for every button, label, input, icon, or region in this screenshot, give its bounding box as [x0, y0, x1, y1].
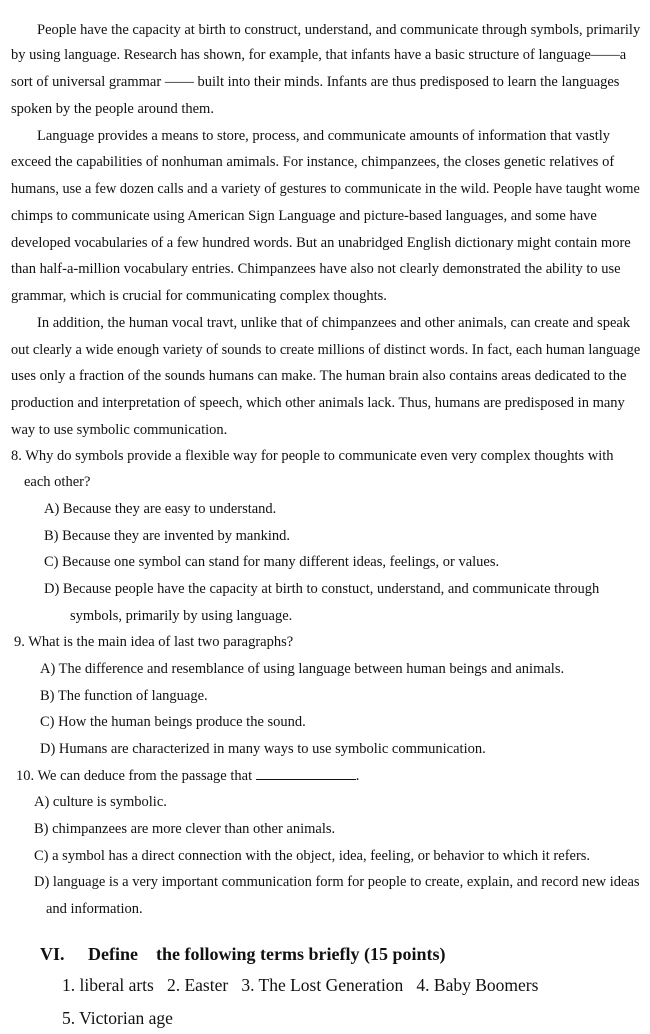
- question-stem: 9. What is the main idea of last two paragraphs?: [14, 634, 294, 650]
- option-b: B) Because they are invented by mankind.: [44, 528, 291, 544]
- option-c: C) Because one symbol can stand for many different ideas, feelings, or values.: [44, 554, 500, 570]
- option-d-continued: and information.: [46, 901, 143, 917]
- question-stem-text: 10. We can deduce from the passage that: [16, 768, 253, 784]
- passage-line: way to use symbolic communication.: [11, 422, 228, 438]
- option-a: A) The difference and resemblance of using language between human beings and animals.: [40, 661, 565, 677]
- option-a: A) culture is symbolic.: [34, 794, 167, 810]
- passage-line: humans, use a few dozen calls and a variety of gestures to communicate in the wild. People have taught wome: [11, 181, 640, 197]
- question-stem: [16, 765, 359, 786]
- passage-line: exceed the capabilities of nonhuman amimals. For instance, chimpanzees, the closes genetic relatives of: [11, 154, 615, 170]
- option-c: C) a symbol has a direct connection with the object, idea, feeling, or behavior to which it refers.: [34, 848, 591, 864]
- terms-line: 1. liberal arts 2. Easter 3. The Lost Generation 4. Baby Boomers: [62, 975, 539, 995]
- option-b: B) The function of language.: [40, 688, 208, 704]
- passage-line: People have the capacity at birth to construct, understand, and communicate through symbols, primarily: [37, 22, 641, 38]
- passage-line: developed vocabularies of a few hundred words. But an unabridged English dictionary might contain more: [11, 235, 631, 251]
- passage-line: Language provides a means to store, process, and communicate amounts of information that vastly: [37, 128, 610, 144]
- section-heading: [40, 944, 445, 965]
- option-b: B) chimpanzees are more clever than other animals.: [34, 821, 336, 837]
- passage-line: sort of universal grammar —— built into their minds. Infants are thus predisposed to learn the languages: [11, 74, 620, 90]
- passage-line: spoken by the people around them.: [11, 101, 214, 117]
- passage-line: chimps to communicate using American Sign Language and picture-based languages, and some have: [11, 208, 597, 224]
- option-d: D) Because people have the capacity at birth to constuct, understand, and communicate through: [44, 581, 600, 597]
- section-number: VI.: [40, 944, 65, 964]
- terms-line: 5. Victorian age: [62, 1008, 173, 1028]
- passage-line: grammar, which is crucial for communicating complex thoughts.: [11, 288, 387, 304]
- option-d: D) language is a very important communication form for people to create, explain, and record new ideas: [34, 874, 640, 890]
- question-stem-period: .: [355, 768, 360, 784]
- option-d-continued: symbols, primarily by using language.: [70, 608, 293, 624]
- passage-line: out clearly a wide enough variety of sounds to create millions of distinct words. In fact, each human language: [11, 342, 641, 358]
- option-d: D) Humans are characterized in many ways to use symbolic communication.: [40, 741, 486, 757]
- option-a: A) Because they are easy to understand.: [44, 501, 277, 517]
- passage-line: than half-a-million vocabulary entries. Chimpanzees have also not clearly demonstrated the ability to use: [11, 261, 621, 277]
- question-stem: 8. Why do symbols provide a flexible way for people to communicate even very complex thoughts with: [11, 448, 614, 464]
- question-stem: each other?: [24, 474, 91, 490]
- option-c: C) How the human beings produce the sound.: [40, 714, 306, 730]
- answer-blank: [256, 765, 356, 780]
- passage-line: In addition, the human vocal travt, unlike that of chimpanzees and other animals, can create and speak: [37, 315, 631, 331]
- passage-line: by using language. Research has shown, for example, that infants have a basic structure of language——a: [11, 47, 627, 63]
- passage-line: uses only a fraction of the sounds humans can make. The human brain also contains areas dedicated to the: [11, 368, 627, 384]
- section-title: the following terms briefly (15 points): [156, 944, 446, 964]
- section-word: Define: [88, 944, 138, 964]
- passage-line: production and interpretation of speech, which other animals lack. Thus, humans are predisposed in many: [11, 395, 625, 411]
